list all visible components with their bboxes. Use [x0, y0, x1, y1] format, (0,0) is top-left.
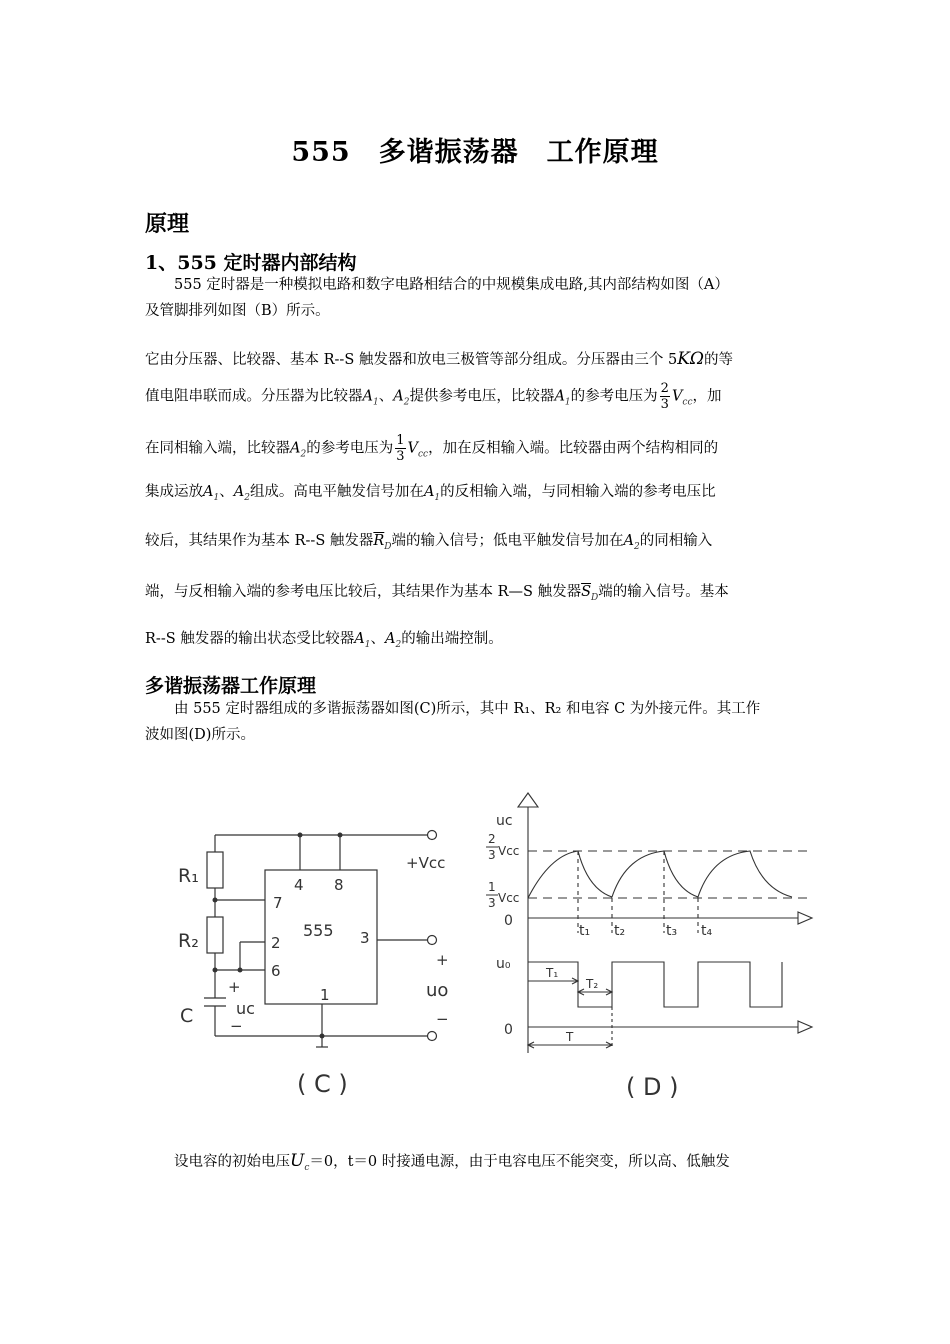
uo-waveform	[528, 962, 782, 1007]
resistor-r2	[207, 917, 223, 953]
fraction-two-thirds: $\frac{2}{3}$	[660, 381, 669, 412]
paragraph-structure-line3: 在同相输入端，比较器$A_2$的参考电压为 $\frac{1}{3}$ $V_{cc}$，加在反相输入端。比较器由两个结构相同的	[145, 433, 719, 464]
svg-text:3: 3	[488, 896, 496, 910]
svg-text:2: 2	[488, 832, 496, 846]
label-t4: t₄	[701, 923, 713, 939]
paragraph-intro-line2: 及管脚排列如图（B）所示。	[145, 303, 330, 319]
figure-c-caption: ( C )	[297, 1070, 348, 1098]
figure-c-circuit	[160, 790, 460, 1110]
figure-d-caption: ( D )	[626, 1073, 679, 1101]
label-T1: T₁	[546, 966, 559, 980]
label-t3: t₃	[666, 923, 678, 939]
paragraph-initial-voltage: 设电容的初始电压$U_c=0$，t＝0 时接通电源，由于电容电压不能突变，所以高、低触发	[174, 1151, 730, 1173]
label-uc: uc	[496, 813, 513, 829]
section-heading-555-structure: 1、555 定时器内部结构	[145, 252, 357, 274]
label-vcc: +Vcc	[406, 854, 446, 872]
svg-text:7: 7	[273, 894, 283, 912]
svg-text:Vcc: Vcc	[498, 891, 520, 905]
kilo-ohm-symbol: KΩ	[677, 349, 704, 369]
paragraph-structure-line1: 它由分压器、比较器、基本 R--S 触发器和放电三极管等部分组成。分压器由三个 5KΩ的等	[145, 349, 733, 369]
label-r2: R₂	[178, 930, 199, 952]
svg-text:4: 4	[294, 876, 304, 894]
svg-text:−: −	[436, 1010, 449, 1028]
page-title: 555 多谐振荡器 工作原理	[291, 137, 659, 168]
svg-text:0: 0	[504, 1022, 513, 1038]
chip-label: 555	[303, 921, 334, 940]
label-t1: t₁	[579, 923, 591, 939]
label-uo: uo	[426, 980, 449, 1001]
paragraph-multivibrator-line1: 由 555 定时器组成的多谐振荡器如图(C)所示，其中 R₁、R₂ 和电容 C 为外接元件。其工作	[174, 701, 761, 717]
svg-text:0: 0	[504, 913, 513, 929]
label-T2: T₂	[586, 977, 599, 991]
label-u0: u₀	[496, 956, 511, 972]
paragraph-structure-line2: 值电阻串联而成。分压器为比较器$A_1$、$A_2$提供参考电压，比较器$A_1$的参考电压为 $\frac{2}{3}$ $V_{cc}$，加	[145, 381, 722, 412]
resistor-r1	[207, 852, 223, 888]
uc-waveform	[528, 851, 792, 898]
paragraph-structure-line5: 较后，其结果作为基本 R--S 触发器$\overline{R}_D$端的输入信号；低电平触发信号加在$A_2$的同相输入	[145, 533, 713, 552]
figure-d-waveforms	[480, 785, 820, 1115]
fraction-one-third: $\frac{1}{3}$	[396, 433, 405, 464]
label-t2: t₂	[614, 923, 626, 939]
paragraph-structure-line4: 集成运放$A_1$、$A_2$组成。高电平触发信号加在$A_1$的反相输入端，与同相输入端的参考电压比	[145, 484, 716, 503]
svg-text:3: 3	[488, 848, 496, 862]
label-uc: uc	[236, 999, 255, 1018]
label-r1: R₁	[178, 865, 199, 887]
svg-text:3: 3	[360, 929, 370, 947]
label-c: C	[180, 1005, 194, 1027]
svg-text:−: −	[230, 1017, 243, 1035]
svg-text:2: 2	[271, 934, 281, 952]
svg-text:8: 8	[334, 876, 344, 894]
svg-text:+: +	[228, 978, 241, 996]
paragraph-structure-line7: R--S 触发器的输出状态受比较器$A_1$、$A_2$的输出端控制。	[145, 631, 503, 650]
svg-text:6: 6	[271, 962, 281, 980]
paragraph-structure-line6: 端，与反相输入端的参考电压比较后，其结果作为基本 R—S 触发器$\overline{S}_D$端的输入信号。基本	[145, 584, 729, 603]
svg-text:+: +	[436, 951, 449, 969]
section-heading-multivibrator: 多谐振荡器工作原理	[145, 675, 317, 697]
paragraph-multivibrator-line2: 波如图(D)所示。	[145, 727, 255, 743]
svg-text:1: 1	[488, 880, 496, 894]
label-T: T	[566, 1030, 574, 1044]
paragraph-intro-line1: 555 定时器是一种模拟电路和数字电路相结合的中规模集成电路,其内部结构如图（A）	[174, 277, 729, 293]
svg-text:Vcc: Vcc	[498, 844, 520, 858]
svg-text:1: 1	[320, 986, 330, 1004]
section-heading-principle: 原理	[145, 211, 190, 237]
